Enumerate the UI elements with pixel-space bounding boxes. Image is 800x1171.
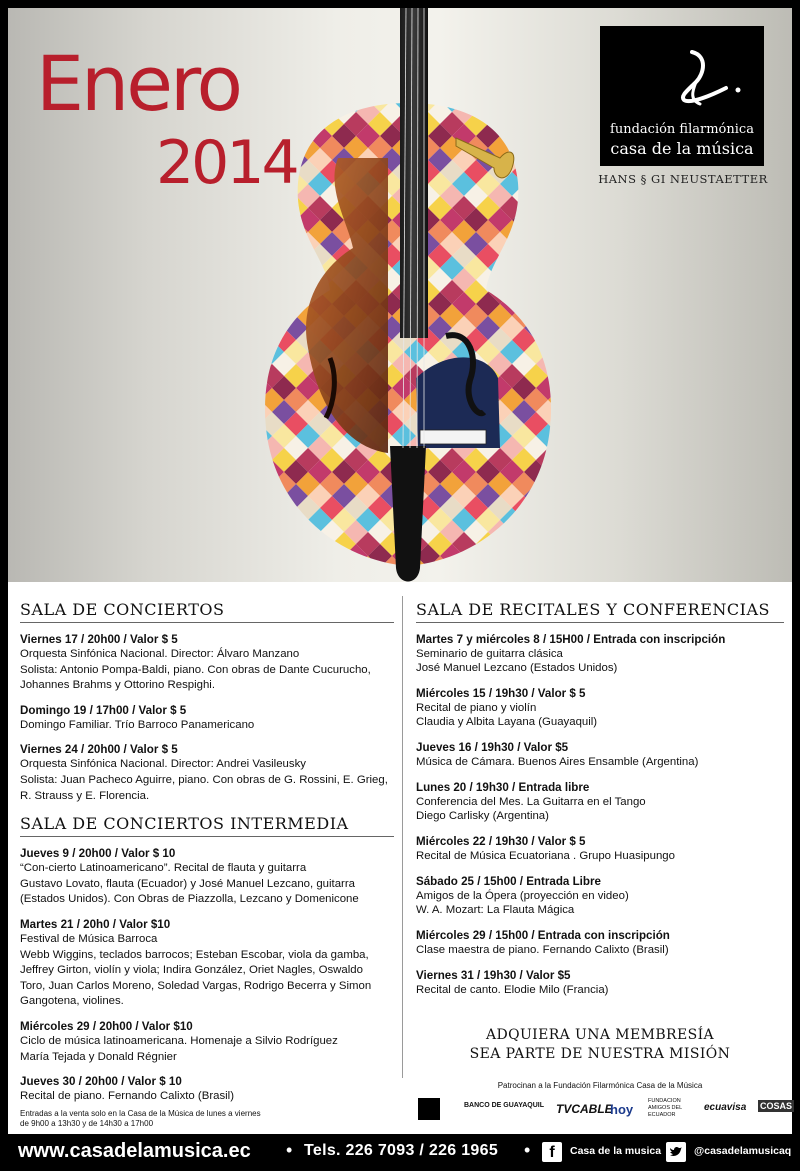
- mosaic-tile: [296, 88, 320, 112]
- event-description: Ciclo de música latinoamericana. Homenaje a Silvio Rodríguez: [20, 1034, 338, 1047]
- mosaic-tile: [512, 544, 536, 568]
- mosaic-tile: [248, 544, 272, 568]
- schedule-panel: [8, 582, 792, 1134]
- mosaic-tile: [476, 76, 500, 100]
- section-title-intermedia: SALA DE CONCIERTOS INTERMEDIA: [20, 814, 394, 837]
- mosaic-tile: [536, 520, 560, 544]
- membership-line: ADQUIERA UNA MEMBRESÍA: [485, 1027, 715, 1043]
- mosaic-tile: [536, 496, 560, 520]
- mosaic-tile: [512, 256, 536, 280]
- mosaic-tile: [248, 88, 272, 112]
- mosaic-tile: [560, 496, 584, 520]
- mosaic-tile: [440, 568, 464, 582]
- mosaic-tile: [536, 256, 560, 280]
- mosaic-tile: [524, 196, 548, 220]
- mosaic-tile: [524, 76, 548, 100]
- mosaic-tile: [548, 340, 572, 364]
- mosaic-tile: [488, 88, 512, 112]
- event-date: Jueves 30 / 20h00 / Valor $ 10: [20, 1075, 182, 1089]
- mosaic-tile: [548, 76, 572, 100]
- mosaic-tile: [236, 556, 260, 580]
- mosaic-tile: [356, 76, 380, 100]
- event-description: Jeffrey Girton, violín y viola; Indira González, Oriet Nagles, Oswaldo: [20, 964, 363, 977]
- mosaic-tile: [260, 556, 284, 580]
- event-description: José Manuel Lezcano (Estados Unidos): [416, 662, 618, 674]
- mosaic-tile: [560, 280, 584, 304]
- mosaic-tile: [464, 568, 488, 582]
- mosaic-tile: [284, 76, 308, 100]
- month-title: Enero: [36, 39, 241, 128]
- mosaic-tile: [500, 556, 524, 580]
- website-link[interactable]: www.casadelamusica.ec: [18, 1140, 251, 1162]
- event-description: Música de Cámara. Buenos Aires Ensamble (Argentina): [416, 756, 699, 768]
- mosaic-tile: [536, 304, 560, 328]
- hero-banner: [8, 8, 792, 582]
- mosaic-tile: [308, 556, 332, 580]
- event-description: Toro, Juan Carlos Moreno, Soledad Vargas, Rodrigo Becerra y Simon: [20, 979, 372, 992]
- piano-keys: [420, 430, 486, 444]
- mosaic-tile: [248, 208, 272, 232]
- mosaic-tile: [548, 364, 572, 388]
- mosaic-tile: [260, 508, 284, 532]
- separator-dot: •: [524, 1140, 531, 1160]
- column-divider: [402, 596, 403, 1078]
- sponsor-logo: BANCO DE GUAYAQUIL: [464, 1102, 544, 1109]
- mosaic-tile: [260, 484, 284, 508]
- mosaic-tile: [320, 568, 344, 582]
- mosaic-tile: [548, 556, 572, 580]
- mosaic-tile: [296, 112, 320, 136]
- mosaic-tile: [512, 88, 536, 112]
- mosaic-tile: [248, 448, 272, 472]
- mosaic-tile: [560, 520, 584, 544]
- event-item: [20, 847, 394, 908]
- mosaic-tile: [452, 556, 476, 580]
- event-date: Viernes 24 / 20h00 / Valor $ 5: [20, 743, 178, 757]
- sponsor-logo-black-square: [418, 1098, 440, 1120]
- mosaic-tile: [272, 88, 296, 112]
- mosaic-tile: [236, 484, 260, 508]
- mosaic-tile: [488, 544, 512, 568]
- mosaic-tile: [500, 268, 524, 292]
- mosaic-tile: [548, 172, 572, 196]
- mosaic-tile: [236, 340, 260, 364]
- ticket-info: [20, 1109, 310, 1129]
- mosaic-tile: [260, 292, 284, 316]
- phone-numbers: Tels. 226 7093 / 226 1965: [304, 1142, 499, 1159]
- mosaic-tile: [296, 256, 320, 280]
- mosaic-tile: [524, 508, 548, 532]
- mosaic-tile: [560, 256, 584, 280]
- mosaic-tile: [260, 220, 284, 244]
- separator-dot: •: [286, 1140, 293, 1160]
- mosaic-tile: [452, 76, 476, 100]
- mosaic-tile: [236, 196, 260, 220]
- mosaic-tile: [248, 352, 272, 376]
- event-description: Johannes Brahms y Ottorino Respighi.: [20, 679, 216, 692]
- mosaic-tile: [308, 100, 332, 124]
- event-description: Recital de piano y violín: [416, 702, 537, 714]
- signature-logo-icon: [600, 34, 764, 114]
- event-description: Claudia y Albita Layana (Guayaquil): [416, 716, 598, 728]
- sponsor-logo: COSAS: [760, 1101, 793, 1111]
- event-description: Diego Carlisky (Argentina): [416, 810, 549, 822]
- event-description: “Con-cierto Latinoamericano”. Recital de flauta y guitarra: [20, 862, 307, 875]
- mosaic-tile: [548, 124, 572, 148]
- mosaic-tile: [260, 244, 284, 268]
- mosaic-tile: [548, 436, 572, 460]
- event-item: [416, 875, 784, 917]
- mosaic-tile: [236, 220, 260, 244]
- event-item: [416, 741, 784, 769]
- mosaic-tile: [260, 268, 284, 292]
- mosaic-tile: [548, 220, 572, 244]
- mosaic-tile: [536, 136, 560, 160]
- event-description: R. Strauss y E. Florencia.: [20, 789, 150, 802]
- event-date: Viernes 31 / 19h30 / Valor $5: [416, 969, 571, 982]
- mosaic-tile: [548, 292, 572, 316]
- mosaic-tile: [296, 568, 320, 582]
- mosaic-tile: [548, 316, 572, 340]
- ticket-info-line: Entradas a la venta solo en la Casa de la Música de lunes a viernes: [20, 1109, 261, 1118]
- mosaic-tile: [248, 280, 272, 304]
- sponsor-logo: hoy: [610, 1102, 634, 1117]
- event-description: Gangotena, violines.: [20, 995, 124, 1008]
- mosaic-tile: [512, 232, 536, 256]
- mosaic-tile: [560, 232, 584, 256]
- mosaic-tile: [560, 208, 584, 232]
- mosaic-tile: [272, 280, 296, 304]
- mosaic-tile: [548, 244, 572, 268]
- mosaic-tile: [248, 256, 272, 280]
- mosaic-tile: [548, 388, 572, 412]
- mosaic-tile: [560, 88, 584, 112]
- mosaic-tile: [236, 412, 260, 436]
- mosaic-tile: [560, 400, 584, 424]
- event-date: Domingo 19 / 17h00 / Valor $ 5: [20, 703, 187, 717]
- mosaic-tile: [524, 268, 548, 292]
- mosaic-tile: [560, 352, 584, 376]
- sponsor-logo: TVCABLE: [556, 1102, 613, 1116]
- mosaic-tile: [536, 544, 560, 568]
- mosaic-tile: [236, 460, 260, 484]
- mosaic-tile: [548, 460, 572, 484]
- mosaic-tile: [512, 568, 536, 582]
- mosaic-tile: [320, 88, 344, 112]
- foundation-logo: [600, 26, 764, 166]
- logo-text-line1: fundación filarmónica: [610, 122, 754, 137]
- mosaic-tile: [536, 280, 560, 304]
- mosaic-tile: [248, 328, 272, 352]
- event-item: [416, 929, 784, 957]
- event-description: Gustavo Lovato, flauta (Ecuador) y José Manuel Lezcano, guitarra: [20, 877, 355, 890]
- event-item: [416, 633, 784, 675]
- mosaic-tile: [560, 424, 584, 448]
- mosaic-tile: [260, 100, 284, 124]
- event-description: Recital de canto. Elodie Milo (Francia): [416, 984, 609, 996]
- event-item: [416, 781, 784, 823]
- mosaic-tile: [260, 316, 284, 340]
- logo-subtitle: HANS § GI NEUSTAETTER: [598, 172, 768, 186]
- mosaic-tile: [236, 532, 260, 556]
- mosaic-tile: [272, 568, 296, 582]
- mosaic-tile: [236, 316, 260, 340]
- event-item: [20, 1020, 394, 1065]
- mosaic-tile: [524, 556, 548, 580]
- mosaic-tile: [284, 244, 308, 268]
- event-date: Martes 21 / 20h0 / Valor $10: [20, 917, 171, 931]
- event-description: Festival de Música Barroca: [20, 932, 158, 945]
- mosaic-tile: [368, 568, 392, 582]
- logo-text-line2: casa de la música: [610, 139, 754, 158]
- mosaic-tile: [548, 412, 572, 436]
- mosaic-tile: [260, 532, 284, 556]
- mosaic-tile: [512, 112, 536, 136]
- event-item: [20, 918, 394, 1010]
- mosaic-tile: [536, 112, 560, 136]
- mosaic-tile: [560, 376, 584, 400]
- mosaic-tile: [512, 520, 536, 544]
- event-item: [20, 1075, 394, 1105]
- mosaic-tile: [488, 568, 512, 582]
- event-description: Webb Wiggins, teclados barrocos; Esteban Escobar, viola da gamba,: [20, 948, 369, 961]
- mosaic-tile: [560, 112, 584, 136]
- event-description: Domingo Familiar. Trío Barroco Panamericano: [20, 718, 255, 731]
- facebook-icon[interactable]: f: [542, 1142, 562, 1162]
- mosaic-tile: [236, 436, 260, 460]
- mosaic-tile: [536, 160, 560, 184]
- mosaic-tile: [248, 472, 272, 496]
- mosaic-tile: [524, 172, 548, 196]
- membership-callout: [418, 1026, 782, 1064]
- event-description: (Estados Unidos). Con Obras de Piazzolla, Lezcano y Domenicone: [20, 893, 359, 906]
- twitter-icon[interactable]: [666, 1142, 686, 1162]
- ticket-info-line: de 9h00 a 13h30 y de 14h30 a 17h00: [20, 1119, 154, 1128]
- event-description: Clase maestra de piano. Fernando Calixto (Brasil): [416, 944, 669, 956]
- mosaic-tile: [536, 208, 560, 232]
- mosaic-tile: [548, 484, 572, 508]
- mosaic-tile: [524, 148, 548, 172]
- event-description: Seminario de guitarra clásica: [416, 648, 563, 660]
- mosaic-tile: [272, 208, 296, 232]
- right-column: [416, 600, 784, 1009]
- event-item: [416, 835, 784, 863]
- footer-bar: [0, 1134, 800, 1171]
- mosaic-tile: [308, 76, 332, 100]
- mosaic-tile: [236, 244, 260, 268]
- mosaic-tile: [428, 76, 452, 100]
- mosaic-tile: [272, 520, 296, 544]
- mosaic-tile: [332, 76, 356, 100]
- mosaic-tile: [332, 556, 356, 580]
- event-description: Orquesta Sinfónica Nacional. Director: Álvaro Manzano: [20, 648, 300, 660]
- mosaic-tile: [536, 232, 560, 256]
- mosaic-tile: [524, 100, 548, 124]
- mosaic-tile: [548, 508, 572, 532]
- mosaic-tile: [236, 364, 260, 388]
- mosaic-tile: [248, 232, 272, 256]
- mosaic-tile: [248, 568, 272, 582]
- event-date: Sábado 25 / 15h00 / Entrada Libre: [416, 875, 601, 888]
- event-date: Miércoles 29 / 15h00 / Entrada con inscripción: [416, 929, 670, 942]
- mosaic-tile: [524, 292, 548, 316]
- mosaic-tile: [548, 268, 572, 292]
- sponsor-caption: Patrocinan a la Fundación Filarmónica Casa de la Música: [497, 1081, 703, 1090]
- mosaic-tile: [560, 544, 584, 568]
- twitter-link[interactable]: @casadelamusicaq: [694, 1145, 792, 1157]
- mosaic-tile: [500, 76, 524, 100]
- mosaic-tile: [248, 496, 272, 520]
- mosaic-tile: [272, 232, 296, 256]
- mosaic-tile: [248, 520, 272, 544]
- mosaic-tile: [524, 220, 548, 244]
- mosaic-tile: [464, 88, 488, 112]
- sponsor-logo: ecuavisa: [704, 1102, 747, 1113]
- year-title: 2014: [156, 128, 297, 198]
- mosaic-tile: [524, 244, 548, 268]
- event-item: [20, 704, 394, 734]
- event-date: Miércoles 22 / 19h30 / Valor $ 5: [416, 835, 586, 848]
- event-description: Conferencia del Mes. La Guitarra en el Tango: [416, 796, 646, 808]
- facebook-link[interactable]: Casa de la musica: [570, 1145, 662, 1157]
- mosaic-tile: [284, 532, 308, 556]
- mosaic-tile: [548, 196, 572, 220]
- mosaic-tile: [320, 544, 344, 568]
- membership-line: SEA PARTE DE NUESTRA MISIÓN: [469, 1046, 731, 1062]
- mosaic-tile: [548, 532, 572, 556]
- event-item: [416, 969, 784, 997]
- sponsor-logo: FUNDACION AMIGOS DEL ECUADOR: [648, 1098, 683, 1118]
- mosaic-tile: [512, 136, 536, 160]
- event-description: Amigos de la Ópera (proyección en video): [416, 890, 629, 902]
- event-description: María Tejada y Donald Régnier: [20, 1050, 177, 1063]
- mosaic-tile: [272, 256, 296, 280]
- mosaic-tile: [236, 268, 260, 292]
- mosaic-tile: [560, 568, 584, 582]
- section-title-concerts: SALA DE CONCIERTOS: [20, 600, 394, 623]
- event-description: Recital de piano. Fernando Calixto (Brasil): [20, 1090, 234, 1103]
- mosaic-tile: [272, 544, 296, 568]
- mosaic-tile: [296, 544, 320, 568]
- left-column: [20, 600, 394, 1115]
- event-item: [20, 633, 394, 694]
- mosaic-tile: [500, 532, 524, 556]
- mosaic-tile: [560, 328, 584, 352]
- mosaic-tile: [500, 100, 524, 124]
- event-description: Recital de Música Ecuatoriana . Grupo Huasipungo: [416, 850, 675, 862]
- mosaic-tile: [284, 268, 308, 292]
- mosaic-tile: [344, 568, 368, 582]
- mosaic-tile: [512, 280, 536, 304]
- event-description: Orquesta Sinfónica Nacional. Director: Andrei Vasileusky: [20, 758, 306, 771]
- mosaic-tile: [560, 136, 584, 160]
- event-date: Miércoles 29 / 20h00 / Valor $10: [20, 1019, 193, 1033]
- mosaic-tile: [524, 532, 548, 556]
- section-title-recitals: SALA DE RECITALES Y CONFERENCIAS: [416, 600, 784, 623]
- mosaic-tile: [536, 88, 560, 112]
- mosaic-tile: [260, 196, 284, 220]
- mosaic-tile: [536, 328, 560, 352]
- mosaic-tile: [284, 100, 308, 124]
- mosaic-tile: [560, 160, 584, 184]
- mosaic-tile: [260, 76, 284, 100]
- mosaic-tile: [236, 292, 260, 316]
- mosaic-tile: [524, 124, 548, 148]
- mosaic-tile: [236, 508, 260, 532]
- mosaic-tile: [560, 304, 584, 328]
- mosaic-tile: [536, 472, 560, 496]
- mosaic-tile: [284, 556, 308, 580]
- mosaic-tile: [248, 304, 272, 328]
- event-description: Solista: Juan Pacheco Aguirre, piano. Con obras de G. Rossini, E. Grieg,: [20, 773, 388, 786]
- mosaic-tile: [476, 556, 500, 580]
- mosaic-tile: [500, 244, 524, 268]
- mosaic-tile: [560, 184, 584, 208]
- event-date: Lunes 20 / 19h30 / Entrada libre: [416, 781, 590, 794]
- mosaic-tile: [548, 100, 572, 124]
- event-item: [20, 743, 394, 804]
- event-date: Jueves 9 / 20h00 / Valor $ 10: [20, 847, 176, 861]
- mosaic-tile: [536, 568, 560, 582]
- event-description: Solista: Antonio Pompa-Baldi, piano. Con obras de Dante Cucurucho,: [20, 663, 371, 676]
- event-date: Jueves 16 / 19h30 / Valor $5: [416, 741, 569, 754]
- mosaic-tile: [536, 184, 560, 208]
- event-date: Miércoles 15 / 19h30 / Valor $ 5: [416, 687, 586, 700]
- mosaic-tile: [236, 388, 260, 412]
- sponsor-logos: [412, 1098, 793, 1122]
- event-description: W. A. Mozart: La Flauta Mágica: [416, 904, 575, 916]
- mosaic-tile: [560, 448, 584, 472]
- mosaic-tile: [560, 472, 584, 496]
- mosaic-tile: [548, 148, 572, 172]
- event-date: Viernes 17 / 20h00 / Valor $ 5: [20, 633, 178, 646]
- event-item: [416, 687, 784, 729]
- event-date: Martes 7 y miércoles 8 / 15H00 / Entrada con inscripción: [416, 633, 726, 646]
